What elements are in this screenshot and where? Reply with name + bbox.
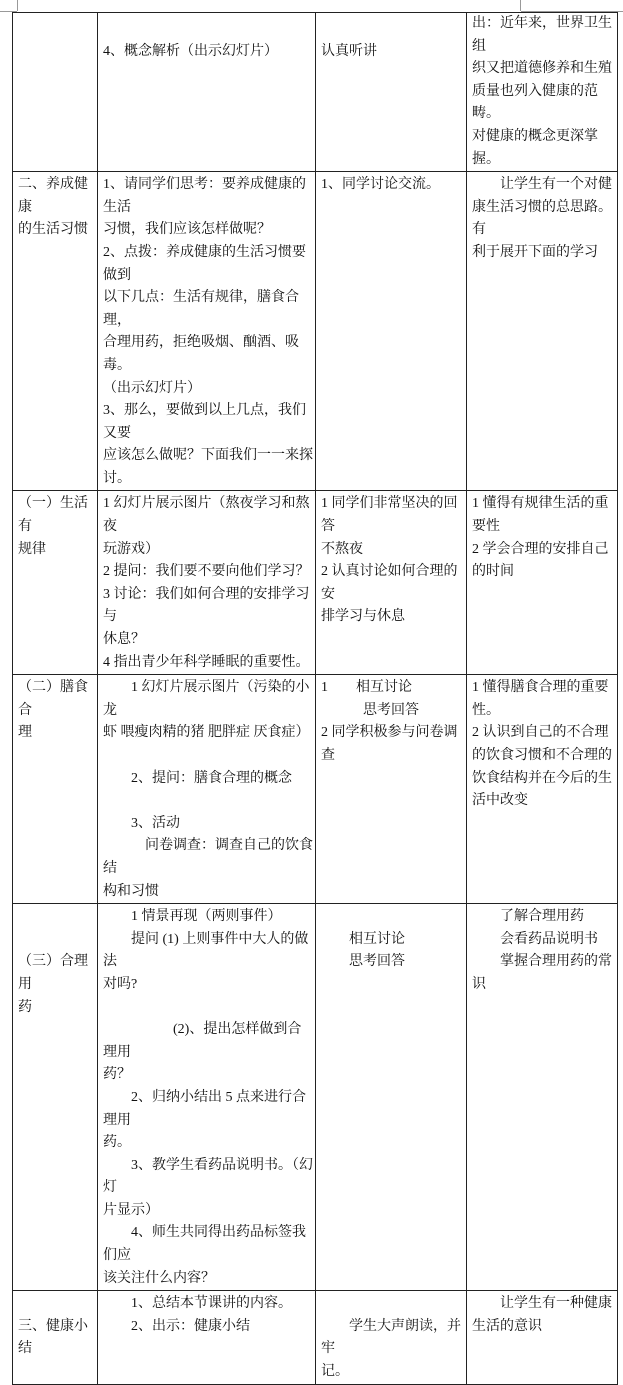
text-line: 讨。 (103, 470, 131, 486)
text-line (18, 906, 95, 929)
design-intent-cell (467, 1291, 618, 1384)
text-line: 1、请同学们思考：要养成健康的生活 (103, 177, 306, 215)
text-line: 康生活习惯的总思路。有 (472, 199, 612, 238)
student-activity-cell (316, 13, 467, 172)
text-line (103, 790, 313, 813)
text-line: 合理用药，拒绝吸烟、酗酒、吸毒。 (103, 335, 299, 373)
text-line: 提问 (1) 上则事件中大人的做法 (103, 931, 309, 970)
text-line: 2、出示：健康小结 (103, 1318, 250, 1334)
table-row (13, 13, 618, 172)
text-line: 会看药品说明书 (472, 931, 598, 947)
stage-cell (13, 491, 98, 675)
text-line: 休息？ (103, 632, 145, 648)
text-line: 的饮食习惯和不合理的 (472, 748, 612, 763)
text-line: 该关注什么内容？ (103, 1270, 215, 1286)
stage-cell (13, 1291, 98, 1384)
student-activity-cell (316, 172, 467, 491)
text-line: 相互讨论 (321, 931, 405, 947)
text-line: 识 (472, 976, 486, 992)
text-line: 1 幻灯片展示图片（污染的小龙 (103, 680, 310, 718)
text-line (103, 997, 313, 1020)
student-activity-cell (316, 675, 467, 904)
text-line: 让学生有一个对健 (472, 177, 612, 193)
text-line: 1 情景再现（两则事件） (103, 909, 282, 925)
text-line: 4、师生共同得出药品标签我们应 (103, 1225, 306, 1264)
text-line: 1、同学讨论交流。 (321, 177, 440, 193)
text-line: 2 提问：我们要不要向他们学习？ (103, 564, 310, 580)
text-line: 学生大声朗读，并牢 (321, 1318, 461, 1357)
text-line: 生活的意识 (472, 1318, 542, 1334)
text-line: 让学生有一种健康 (472, 1296, 612, 1312)
text-line: 2 认识到自己的不合理 (472, 725, 609, 741)
stage-cell (13, 172, 98, 491)
text-line: 2、归纳小结出 5 点来进行合理用 (103, 1089, 306, 1128)
text-line (18, 1293, 95, 1316)
stage-cell (13, 904, 98, 1291)
text-line: 三、健康小结 (18, 1318, 88, 1357)
text-line: 1 懂得膳食合理的重要 (472, 680, 609, 696)
text-line: 记。 (321, 1364, 349, 1380)
text-line: 1 相互讨论 (321, 680, 412, 696)
text-line: 应该怎么做呢？下面我们一一来探 (103, 448, 313, 464)
text-line: 药 (18, 999, 32, 1015)
student-activity-cell (316, 491, 467, 675)
design-intent-cell (467, 491, 618, 675)
teacher-activity-cell (98, 904, 316, 1291)
text-line: 思考回答 (321, 954, 405, 970)
text-line: 3、活动 (103, 815, 180, 831)
design-intent-cell (467, 904, 618, 1291)
text-line: 1 懂得有规律生活的重 (472, 496, 609, 512)
text-line: 3、那么，要做到以上几点，我们又要 (103, 403, 306, 441)
teacher-activity-cell (98, 1291, 316, 1384)
table-row (13, 904, 618, 1291)
text-line: 2 学会合理的安排自己 (472, 541, 609, 557)
text-line: 3、教学生看药品说明书。（幻灯 (103, 1157, 313, 1196)
text-line: 3 讨论：我们如何合理的安排学习与 (103, 586, 310, 625)
text-line: 规律 (18, 541, 46, 557)
text-line: 的时间 (472, 564, 514, 580)
stage-cell (13, 675, 98, 904)
teacher-activity-cell (98, 675, 316, 904)
table-row (13, 675, 618, 904)
table-row (13, 491, 618, 675)
text-line: 4 指出青少年科学睡眠的重要性。 (103, 654, 310, 670)
text-line: 药？ (103, 1067, 131, 1083)
text-line: 质量也列入健康的范畴。 (472, 83, 598, 122)
text-line: 思考回答 (321, 702, 419, 718)
text-line (321, 906, 464, 929)
teacher-activity-cell (98, 13, 316, 172)
text-line: （三）合理用 (18, 954, 88, 992)
text-line: 要性 (472, 519, 500, 535)
teacher-activity-cell (98, 172, 316, 491)
text-line: （一）生活有 (18, 496, 88, 535)
text-line: 2 同学积极参与问卷调查 (321, 725, 458, 763)
text-line: 以下几点：生活有规律，膳食合理， (103, 290, 299, 328)
text-line: 习惯，我们应该怎样做呢？ (103, 222, 271, 238)
text-line: 了解合理用药 (472, 909, 584, 925)
text-line: 二、养成健康 (18, 177, 88, 215)
stage-cell (13, 13, 98, 172)
text-line: 1 同学们非常坚决的回答 (321, 496, 458, 535)
text-line: 1、总结本节课讲的内容。 (103, 1296, 292, 1312)
text-line: 掌握合理用药的常 (472, 954, 612, 970)
text-line: 1 幻灯片展示图片（熬夜学习和熬夜 (103, 496, 310, 535)
text-line: 玩游戏） (103, 541, 159, 557)
text-line: (2)、提出怎样做到合理用 (103, 1022, 302, 1060)
student-activity-cell (316, 904, 467, 1291)
text-line: 出：近年来，世界卫生组 (472, 16, 612, 54)
text-line: 虾 喂瘦肉精的猪 肥胖症 厌食症） (103, 725, 310, 741)
table-row (13, 172, 618, 491)
teacher-activity-cell (98, 491, 316, 675)
text-line (18, 929, 95, 952)
student-activity-cell (316, 1291, 467, 1384)
text-line: 构和习惯 (103, 883, 159, 899)
page-corner-mark (520, 0, 521, 11)
text-line: 2、提问：膳食合理的概念 (103, 770, 292, 786)
text-line (321, 1293, 464, 1316)
text-line: 认真听讲 (321, 44, 377, 59)
text-line: 的生活习惯 (18, 222, 88, 238)
table-row (13, 1291, 618, 1384)
page-corner-mark (17, 0, 18, 11)
text-line: （二）膳食合 (18, 680, 88, 718)
text-line: 对吗? (103, 976, 138, 992)
text-line: 排学习与休息 (321, 609, 405, 625)
text-line (103, 745, 313, 768)
design-intent-cell (467, 13, 618, 172)
text-line: 性。 (472, 702, 500, 718)
text-line: 问卷调查：调查自己的饮食结 (103, 838, 313, 876)
text-line: 片显示） (103, 1202, 159, 1218)
design-intent-cell (467, 172, 618, 491)
text-line: 不熬夜 (321, 541, 363, 557)
text-line: 织又把道德修养和生殖 (472, 61, 612, 77)
text-line: 对健康的概念更深掌握。 (472, 128, 598, 167)
text-line: 活中改变 (472, 793, 528, 809)
design-intent-cell (467, 675, 618, 904)
text-line: 药。 (103, 1135, 131, 1151)
text-line: 4、概念解析（出示幻灯片） (103, 44, 278, 59)
text-line: 2 认真讨论如何合理的安 (321, 564, 458, 602)
text-line: 饮食结构并在今后的生 (472, 770, 612, 786)
text-line: 利于展开下面的学习 (472, 244, 598, 260)
text-line: （出示幻灯片） (103, 380, 201, 396)
text-line: 2、点拨：养成健康的生活习惯要做到 (103, 244, 306, 283)
text-line: 理 (18, 725, 32, 741)
lesson-plan-table (12, 12, 618, 1385)
